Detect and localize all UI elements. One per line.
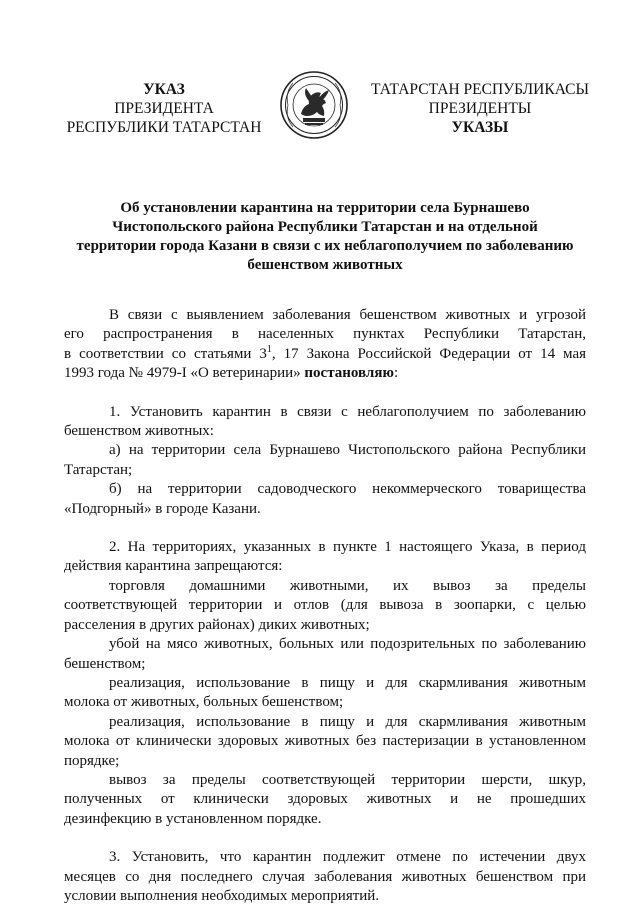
header-left-line-1: УКАЗ <box>143 81 185 98</box>
text-line: порядке; <box>64 752 120 769</box>
text-line: действия карантина запрещаются: <box>64 558 283 575</box>
text-fragment: 1993 года № 4979-I «О ветеринарии» <box>64 365 305 382</box>
text-line: 1. Установить карантин в связи с неблагополучием по заболеванию <box>109 403 586 420</box>
text-line: торговля домашними животными, их вывоз за пределы <box>109 577 586 594</box>
text-line: реализация, использование в пищу и для скармливания животным <box>109 713 586 730</box>
text-line: а) на территории села Бурнашево Чистопольского района Республики <box>109 442 586 459</box>
preamble-paragraph <box>64 306 586 384</box>
text-line: вывоз за пределы соответствующей территории шерсти, шкур, <box>109 771 586 788</box>
text-line: бешенством животных: <box>64 423 214 440</box>
title-line: Чистопольского района Республики Татарстан и на отдельной <box>112 219 538 235</box>
text-line: 2. На территориях, указанных в пункте 1 настоящего Указа, в период <box>109 539 586 556</box>
title-line: бешенством животных <box>247 257 403 273</box>
header-left <box>64 80 264 137</box>
text-line: полученных от клинически здоровых животных и не прошедших <box>64 791 586 808</box>
superscript: 1 <box>266 343 272 355</box>
text-line: расселения в других районах) диких животных; <box>64 616 370 633</box>
header-left-line-2: ПРЕЗИДЕНТА <box>114 100 214 117</box>
text-line: «Подгорный» в городе Казани. <box>64 500 261 517</box>
text-line: дезинфекцию в установленном порядке. <box>64 810 322 827</box>
text-line: Татарстан; <box>64 461 133 478</box>
item-1 <box>64 403 586 519</box>
text-line: реализация, использование в пищу и для скармливания животным <box>109 674 586 691</box>
text-line <box>64 364 586 383</box>
text-line: 3. Установить, что карантин подлежит отмене по истечении двух <box>109 849 586 866</box>
title-line: Об установлении карантина на территории села Бурнашево <box>120 200 530 216</box>
text-line: соответствующей территории и отлов (для вывоза в зоопарки, с целью <box>64 597 586 614</box>
text-line: его распространения в населенных пунктах Республики Татарстан, <box>64 326 586 343</box>
header-right-line-3: УКАЗЫ <box>451 119 509 136</box>
item-2 <box>64 538 586 829</box>
text-line <box>64 345 586 364</box>
text-line: месяцев со дня последнего случая заболевания животных бешенством при <box>64 868 586 885</box>
text-line: молока от животных, больных бешенством; <box>64 694 344 711</box>
item-3 <box>64 848 586 906</box>
decree-title <box>64 199 586 275</box>
text-fragment: в соответствии со статьями 3 <box>64 345 267 362</box>
text-line: молока от клинически здоровых животных без пастеризации в установленном <box>64 733 586 750</box>
decree-verb: постановляю <box>304 365 394 382</box>
decree-body <box>64 306 586 906</box>
title-line: территории города Казани в связи с их неблагополучием по заболеванию <box>76 238 574 254</box>
header-right-line-2: ПРЕЗИДЕНТЫ <box>428 100 532 117</box>
text-fragment: , 17 Закона Российской Федерации от 14 мая <box>271 345 587 362</box>
header-left-line-3: РЕСПУБЛИКИ ТАТАРСТАН <box>66 119 262 136</box>
text-fragment: : <box>393 365 399 382</box>
coat-of-arms-icon <box>279 70 349 140</box>
text-line: убой на мясо животных, больных или подозрительных по заболеванию <box>109 636 586 653</box>
text-line: условии выполнения необходимых мероприятий. <box>64 887 380 904</box>
text-line: б) на территории садоводческого некоммерческого товарищества <box>109 481 586 498</box>
header-right-line-1: ТАТАРСТАН РЕСПУБЛИКАСЫ <box>371 81 589 98</box>
text-line: В связи с выявлением заболевания бешенством животных и угрозой <box>109 307 586 323</box>
header-right <box>368 80 592 137</box>
text-line: бешенством; <box>64 655 146 672</box>
